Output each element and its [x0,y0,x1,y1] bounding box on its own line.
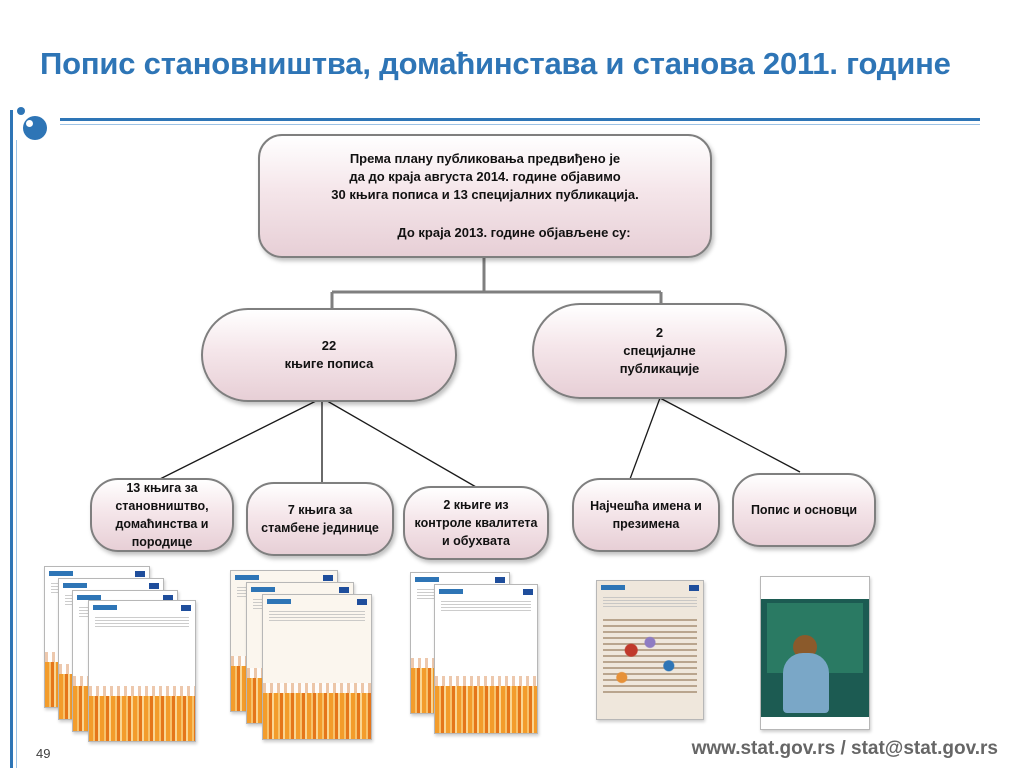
left-rule [10,110,13,768]
page-number: 49 [36,746,51,761]
leaf-text: породице [131,535,193,550]
slide-title: Попис становништва, домаћинстава и станова 2011. године [40,46,951,81]
book-cover-pupils-image [760,576,870,730]
leaf-text: домаћинства и [115,517,209,531]
leaf-text: контроле квалитета [414,515,538,530]
header-rule [60,118,980,121]
census-books-box [201,308,457,402]
plan-line: да до краја августа 2014. године објавимо [349,168,621,184]
plan-line: Према плану публиковања предвиђено је [349,151,621,166]
census-books-count: 22 [321,338,337,354]
decor-dot-small [17,107,25,115]
leaf-common-names [572,478,720,552]
header-rule-thin [60,124,980,125]
book-cover-image [434,584,538,734]
leaf-text: 2 књиге из [443,497,509,512]
leaf-text: 7 књига за [287,502,353,517]
leaf-text: стамбене јединице [261,521,379,535]
published-so-far-line: До краја 2013. године објављене су: [397,224,631,240]
special-publications-box [532,303,787,399]
special-publications-label: специјалне [623,343,696,359]
special-publications-label: публикације [619,360,700,376]
left-rule-thin [16,140,17,768]
leaf-text: 13 књига за [126,480,198,495]
census-books-label: књиге пописа [284,356,374,371]
leaf-dwelling-books [246,482,394,556]
special-publications-count: 2 [655,325,664,341]
decor-dot-highlight [26,120,33,127]
leaf-text: Најчешћа имена и [590,498,702,513]
book-cover-image [88,600,196,742]
plan-line: 30 књига пописа и 13 специјалних публикација. [331,186,639,202]
connector-leaf1 [158,398,322,480]
plan-summary-box [258,134,712,258]
leaf-population-books [90,478,234,552]
leaf-quality-control-books [403,486,549,560]
leaf-text: Попис и основци [750,502,858,517]
leaf-text: и обухвата [442,534,510,549]
leaf-text: презимена [612,517,680,531]
leaf-text: становништво, [115,498,209,513]
book-cover-image [262,594,372,740]
connector-leaf4 [630,398,660,479]
leaf-census-pupils [732,473,876,547]
connector-leaf3 [322,398,476,487]
book-cover-names-image [596,580,704,720]
connector-leaf5 [660,398,800,472]
footer-contact: www.stat.gov.rs / stat@stat.gov.rs [691,738,998,759]
